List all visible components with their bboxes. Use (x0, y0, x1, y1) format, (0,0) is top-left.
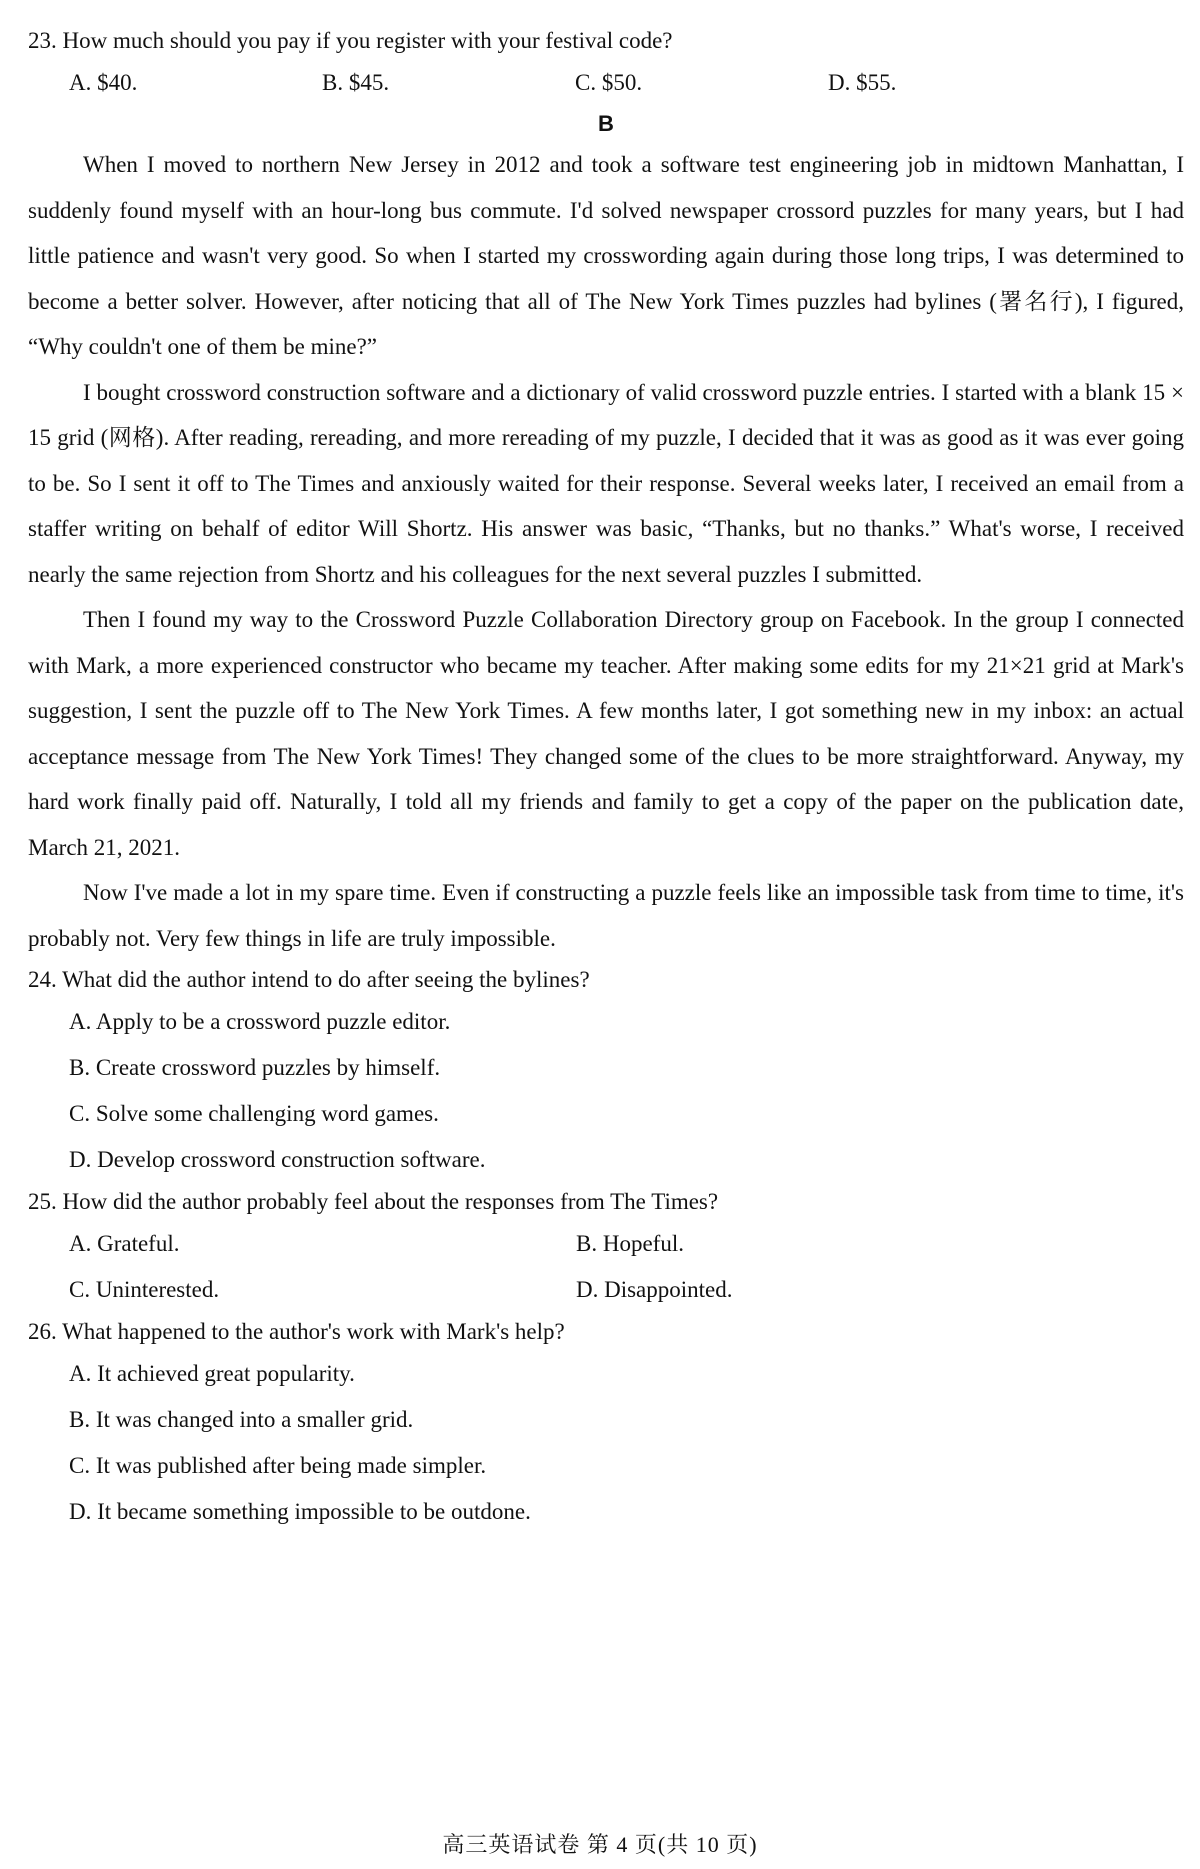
q25-option-d: D. Disappointed. (576, 1277, 733, 1302)
q26-option-c: C. It was published after being made simpler. (69, 1453, 487, 1478)
passage-paragraph-3: Then I found my way to the Crossword Puzzle Collaboration Directory group on Facebook. In the group I connected with Mark, a more experienced constructor who became my teacher. After making some edits for my 21×21 grid at Mark's suggestion, I sent the puzzle off to The New York Times. A few months later, I got something new in my inbox: an actual acceptance message from The New York Times! They changed some of the clues to be more straightforward. Anyway, my hard work finally paid off. Naturally, I told all my friends and family to get a copy of the paper on the publication date, March 21, 2021. (28, 607, 1184, 860)
q24-option-a: A. Apply to be a crossword puzzle editor. (69, 1009, 451, 1034)
question-26-options (28, 1351, 1184, 1535)
q24-option-d: D. Develop crossword construction software. (69, 1147, 486, 1172)
q26-option-b: B. It was changed into a smaller grid. (69, 1407, 414, 1432)
q23-option-a: A. $40. (69, 70, 138, 95)
question-26: 26. What happened to the author's work with Mark's help? (28, 1319, 565, 1344)
passage-paragraph-1: When I moved to northern New Jersey in 2012 and took a software test engineering job in midtown Manhattan, I suddenly found myself with an hour-long bus commute. I'd solved newspaper crossord puzzles for many years, but I had little patience and wasn't very good. So when I started my crosswording again during those long trips, I was determined to become a better solver. However, after noticing that all of The New York Times puzzles had bylines (署名行), I figured, “Why couldn't one of them be mine?” (28, 152, 1184, 359)
q23-option-b: B. $45. (322, 70, 390, 95)
question-24-options (28, 999, 1184, 1183)
q23-option-d: D. $55. (828, 70, 897, 95)
passage (28, 142, 1184, 961)
q26-option-d: D. It became something impossible to be outdone. (69, 1499, 531, 1524)
question-25-options (28, 1221, 1184, 1313)
section-heading: B (598, 111, 614, 136)
q23-option-c: C. $50. (575, 70, 643, 95)
q25-option-b: B. Hopeful. (576, 1231, 684, 1256)
q25-option-a: A. Grateful. (69, 1231, 180, 1256)
q24-option-b: B. Create crossword puzzles by himself. (69, 1055, 441, 1080)
page-footer: 高三英语试卷 第 4 页(共 10 页) (442, 1832, 758, 1857)
question-25: 25. How did the author probably feel about the responses from The Times? (28, 1189, 719, 1214)
passage-paragraph-4: Now I've made a lot in my spare time. Even if constructing a puzzle feels like an impossible task from time to time, it's probably not. Very few things in life are truly impossible. (28, 880, 1184, 951)
question-24: 24. What did the author intend to do after seeing the bylines? (28, 967, 590, 992)
q24-option-c: C. Solve some challenging word games. (69, 1101, 439, 1126)
question-23: 23. How much should you pay if you register with your festival code? (28, 28, 673, 53)
passage-paragraph-2: I bought crossword construction software and a dictionary of valid crossword puzzle entries. I started with a blank 15 × 15 grid (网格). After reading, rereading, and more rereading of my puzzle, I decided that it was as good as it was ever going to be. So I sent it off to The Times and anxiously waited for their response. Several weeks later, I received an email from a staffer writing on behalf of editor Will Shortz. His answer was basic, “Thanks, but no thanks.” What's worse, I received nearly the same rejection from Shortz and his colleagues for the next several puzzles I submitted. (28, 379, 1184, 587)
question-23-options (28, 60, 1184, 106)
q25-option-c: C. Uninterested. (69, 1277, 220, 1302)
q26-option-a: A. It achieved great popularity. (69, 1361, 355, 1386)
